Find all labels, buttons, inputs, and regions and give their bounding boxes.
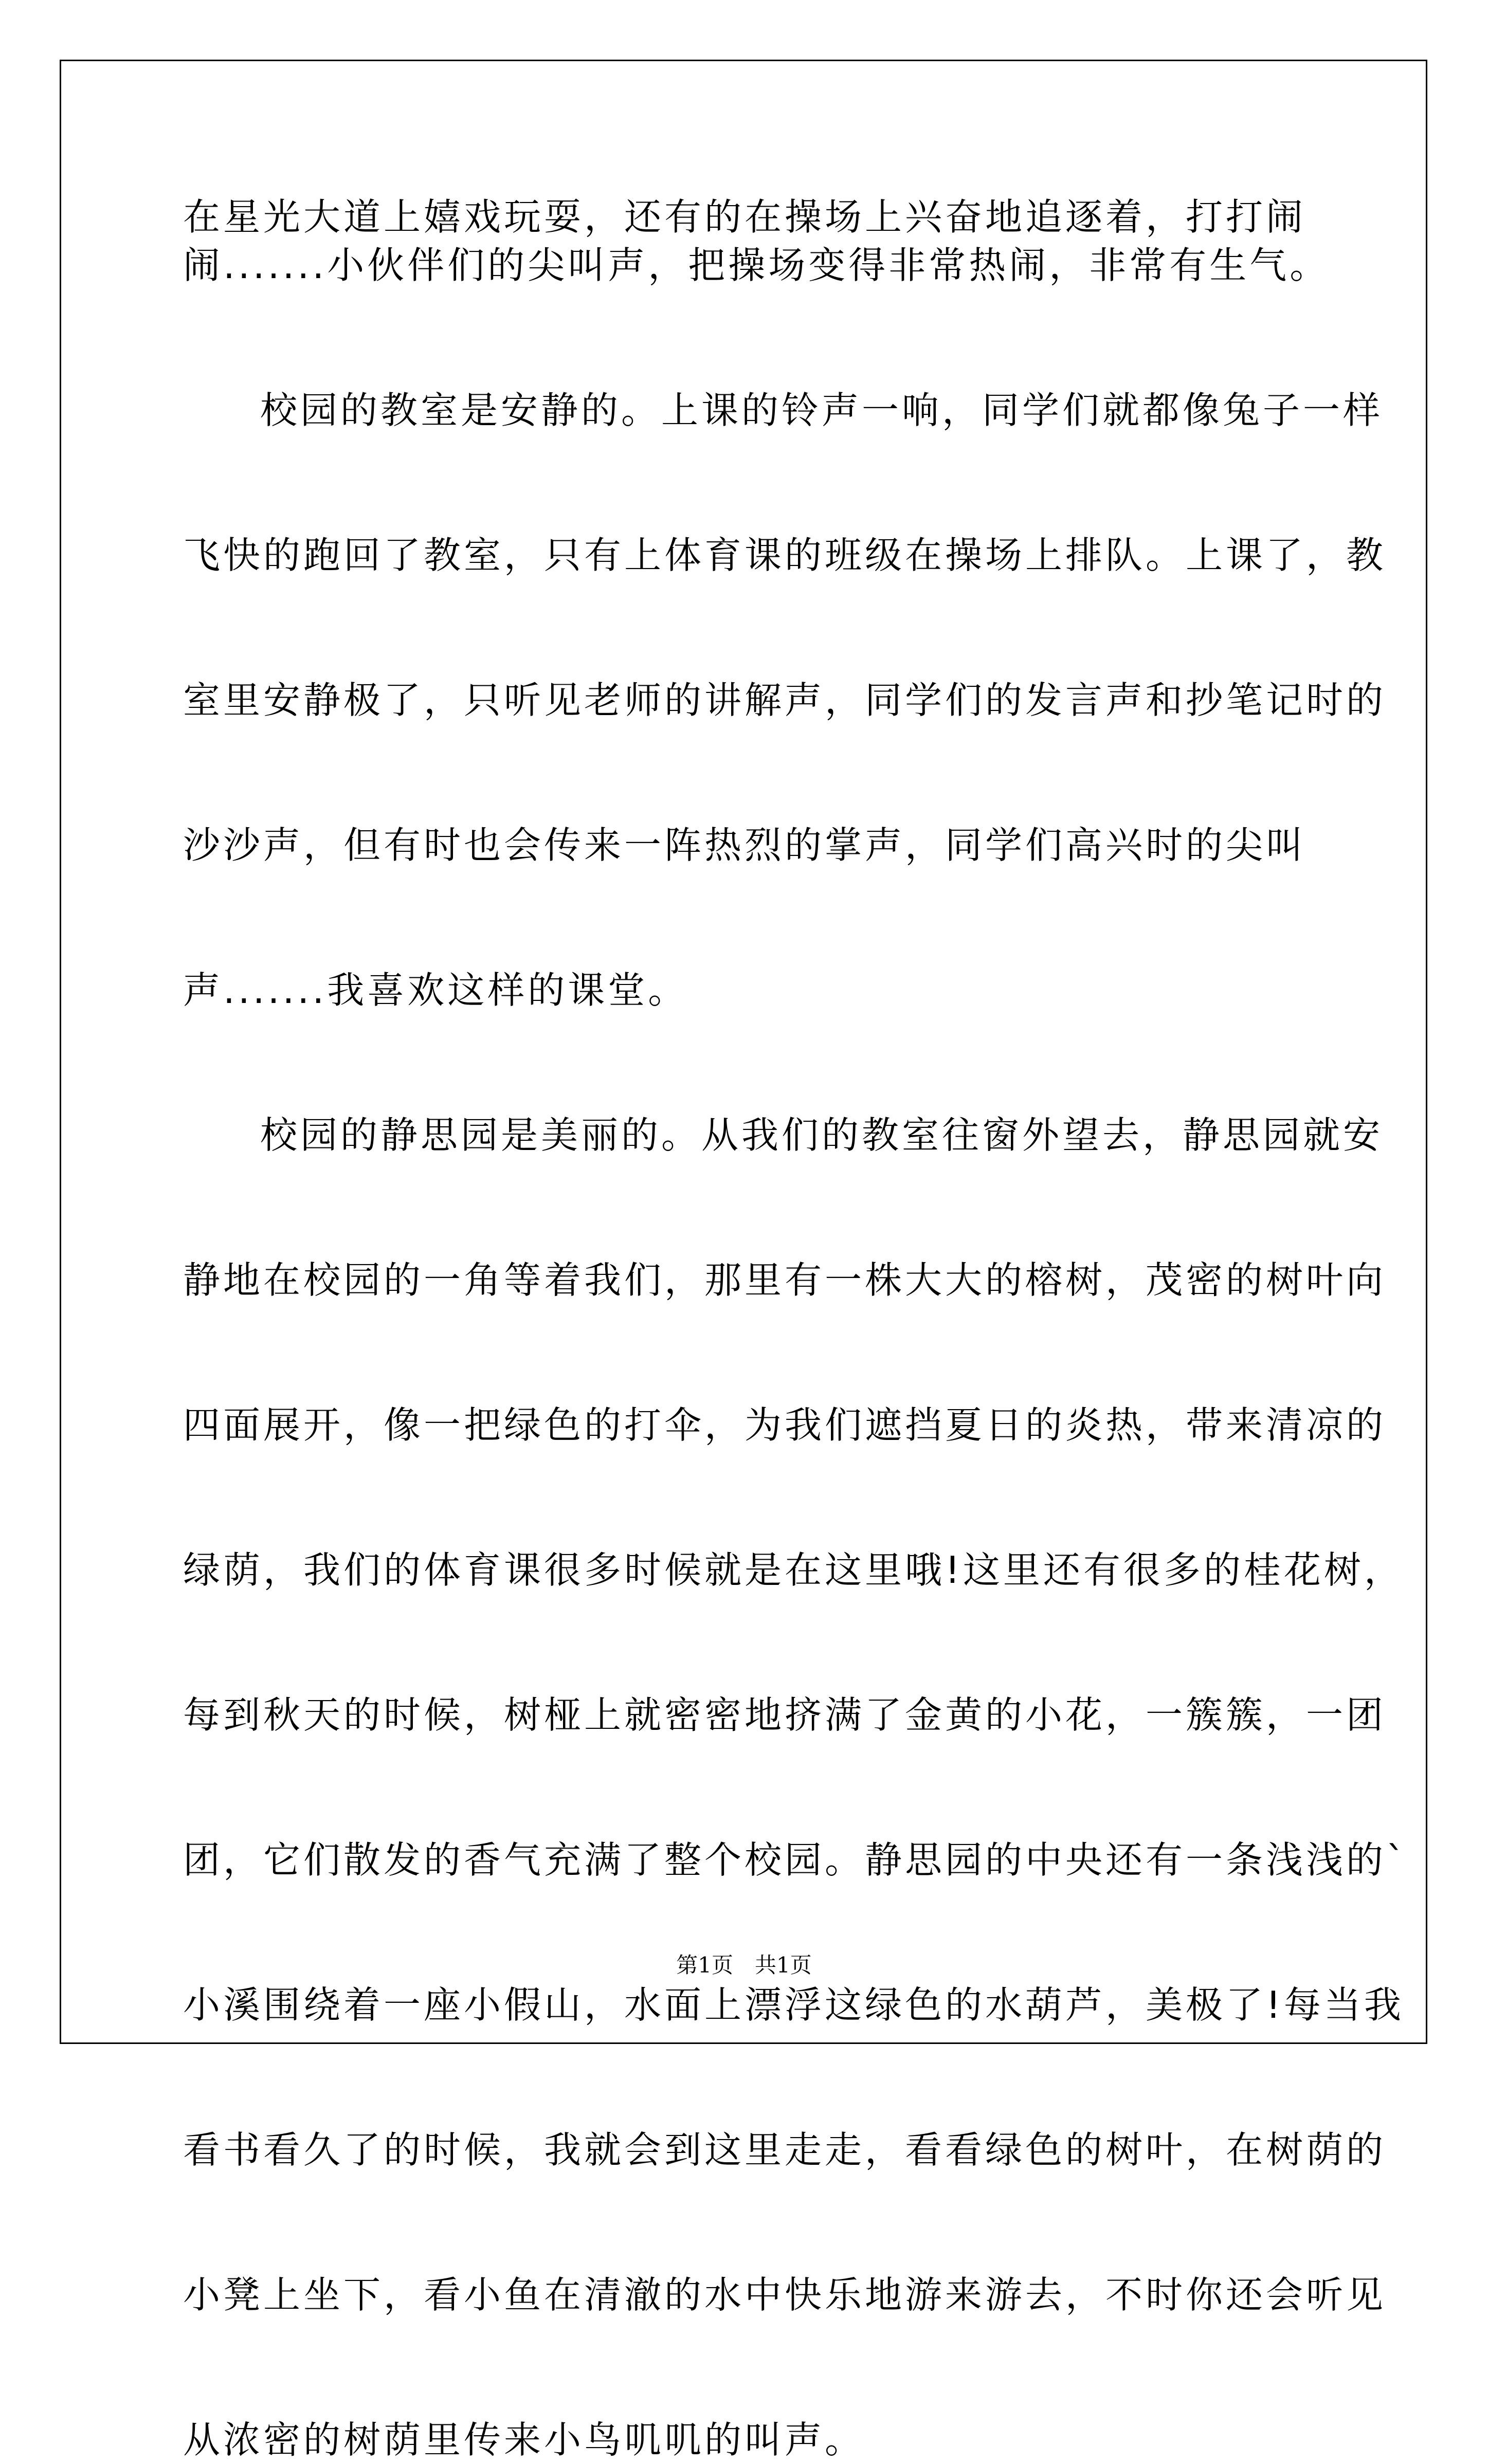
paragraph-3 bbox=[183, 1111, 1408, 2464]
text-line: 飞快的跑回了教室，只有上体育课的班级在操场上排队。上课了，教 bbox=[183, 534, 1387, 577]
text-line: 小凳上坐下，看小鱼在清澈的水中快乐地游来游去，不时你还会听见 bbox=[183, 2273, 1387, 2316]
text-line: 团，它们散发的香气充满了整个校园。静思园的中央还有一条浅浅的` bbox=[183, 1838, 1408, 1882]
paragraph-2 bbox=[183, 386, 1387, 1014]
text-line: 看书看久了的时候，我就会到这里走走，看看绿色的树叶，在树荫的 bbox=[183, 2128, 1387, 2171]
document-body bbox=[183, 193, 1408, 2464]
paragraph-1 bbox=[183, 193, 1330, 289]
text-line: 四面展开，像一把绿色的打伞，为我们遮挡夏日的炎热，带来清凉的 bbox=[183, 1403, 1387, 1447]
text-line: 小溪围绕着一座小假山，水面上漂浮这绿色的水葫芦，美极了!每当我 bbox=[183, 1983, 1404, 2027]
text-line: 校园的静思园是美丽的。从我们的教室往窗外望去，静思园就安 bbox=[260, 1114, 1384, 1157]
text-line: 绿荫，我们的体育课很多时候就是在这里哦!这里还有很多的桂花树， bbox=[183, 1548, 1404, 1592]
text-line: 声.......我喜欢这样的课堂。 bbox=[183, 969, 688, 1012]
text-line: 室里安静极了，只听见老师的讲解声，同学们的发言声和抄笔记时的 bbox=[183, 679, 1387, 722]
text-line: 每到秋天的时候，树桠上就密密地挤满了金黄的小花，一簇簇，一团 bbox=[183, 1693, 1387, 1737]
text-line: 在星光大道上嬉戏玩耍，还有的在操场上兴奋地追逐着，打打闹 bbox=[183, 195, 1306, 239]
text-line: 从浓密的树荫里传来小鸟叽叽的叫声。 bbox=[183, 2418, 865, 2461]
text-line: 沙沙声，但有时也会传来一阵热烈的掌声，同学们高兴时的尖叫 bbox=[183, 824, 1306, 867]
page-number-footer: 第1页 共1页 bbox=[676, 1952, 812, 1978]
text-line: 闹.......小伙伴们的尖叫声，把操场变得非常热闹，非常有生气。 bbox=[183, 244, 1330, 287]
text-line: 校园的教室是安静的。上课的铃声一响，同学们就都像兔子一样 bbox=[260, 389, 1384, 432]
text-line: 静地在校园的一角等着我们，那里有一株大大的榕树，茂密的树叶向 bbox=[183, 1258, 1387, 1302]
